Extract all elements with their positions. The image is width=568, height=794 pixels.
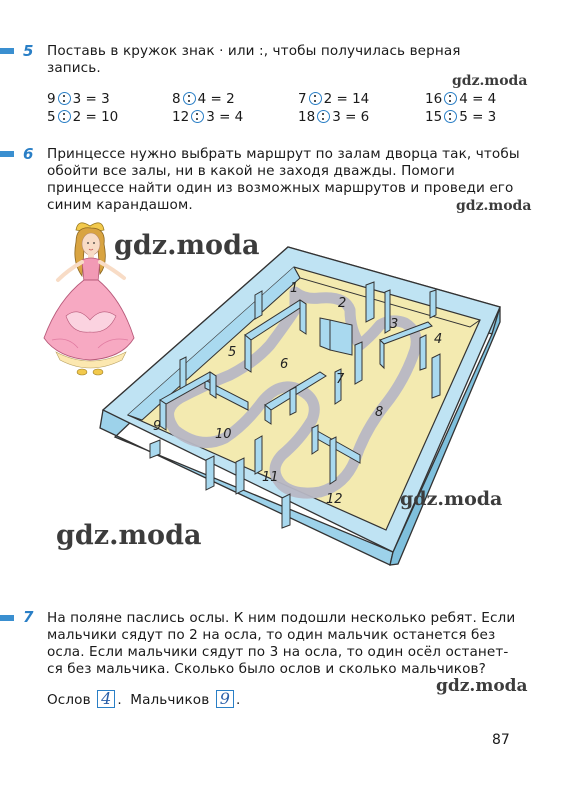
- equation: 8 4 = 2: [172, 91, 235, 107]
- task7-text-line4: ся без мальчика. Сколько было ослов и сколько мальчиков?: [47, 661, 486, 677]
- room-label: 5: [228, 345, 237, 360]
- sign-circle[interactable]: [444, 92, 457, 105]
- sign-circle[interactable]: [309, 92, 322, 105]
- task-marker: [0, 151, 14, 157]
- task7-answer: Ослов 4 . Мальчиков 9 .: [47, 689, 241, 708]
- task-marker: [0, 48, 14, 54]
- task6-text-line4: синим карандашом.: [47, 197, 193, 213]
- equation: 7 2 = 14: [298, 91, 370, 107]
- task-number-5: 5: [23, 42, 34, 60]
- task6-text-line3: принцессе найти один из возможных маршрутов и проведи его: [47, 180, 514, 196]
- room-label: 6: [280, 357, 289, 372]
- task-number-7: 7: [23, 608, 34, 626]
- sign-circle[interactable]: [183, 92, 196, 105]
- room-label: 2: [338, 296, 347, 311]
- watermark: gdz.moda: [400, 488, 503, 510]
- sign-circle[interactable]: [444, 110, 457, 123]
- equation: 16 4 = 4: [425, 91, 497, 107]
- equation: 9 3 = 3: [47, 91, 110, 107]
- sign-circle[interactable]: [58, 110, 71, 123]
- task5-text-line2: запись.: [47, 60, 101, 76]
- equation: 18 3 = 6: [298, 109, 370, 125]
- room-label: 9: [153, 419, 162, 434]
- answer-boys-label: Мальчиков: [130, 692, 210, 708]
- task7-text-line3: осла. Если мальчики сядут по 3 на осла, то один осёл останет-: [47, 644, 509, 660]
- room-label: 1: [290, 281, 299, 296]
- watermark: gdz.moda: [452, 73, 528, 89]
- sign-circle[interactable]: [58, 92, 71, 105]
- task7-text-line1: На поляне паслись ослы. К ним подошли несколько ребят. Если: [47, 610, 516, 626]
- task7-text: [47, 610, 537, 678]
- equation: 5 2 = 10: [47, 109, 119, 125]
- answer-donkeys-label: Ослов: [47, 692, 91, 708]
- watermark: gdz.moda: [56, 520, 202, 551]
- task5-text: [47, 43, 537, 77]
- room-label: 3: [390, 317, 399, 332]
- task7-text-line2: мальчики сядут по 2 на осла, то один мальчик останется без: [47, 627, 496, 643]
- equation: 15 5 = 3: [425, 109, 497, 125]
- room-label: 4: [434, 332, 443, 347]
- room-label: 8: [375, 405, 384, 420]
- sign-circle[interactable]: [191, 110, 204, 123]
- answer-boys-box[interactable]: 9: [216, 690, 234, 708]
- equation: 12 3 = 4: [172, 109, 244, 125]
- watermark: gdz.moda: [114, 230, 260, 261]
- task-marker: [0, 615, 14, 621]
- task5-text-line1: Поставь в кружок знак · или :, чтобы получилась верная: [47, 43, 461, 59]
- room-label: 10: [215, 427, 232, 442]
- task-number-6: 6: [23, 145, 34, 163]
- room-label: 7: [336, 372, 345, 387]
- palace-maze: [96, 236, 508, 566]
- task6-text-line1: Принцессе нужно выбрать маршрут по залам дворца так, чтобы: [47, 146, 520, 162]
- answer-donkeys-box[interactable]: 4: [97, 690, 115, 708]
- room-label: 11: [262, 470, 279, 485]
- page-number: 87: [492, 732, 510, 748]
- sign-circle[interactable]: [317, 110, 330, 123]
- watermark: gdz.moda: [436, 676, 528, 696]
- task6-text-line2: обойти все залы, ни в какой не заходя дважды. Помоги: [47, 163, 455, 179]
- room-label: 12: [326, 492, 343, 507]
- watermark: gdz.moda: [456, 198, 532, 214]
